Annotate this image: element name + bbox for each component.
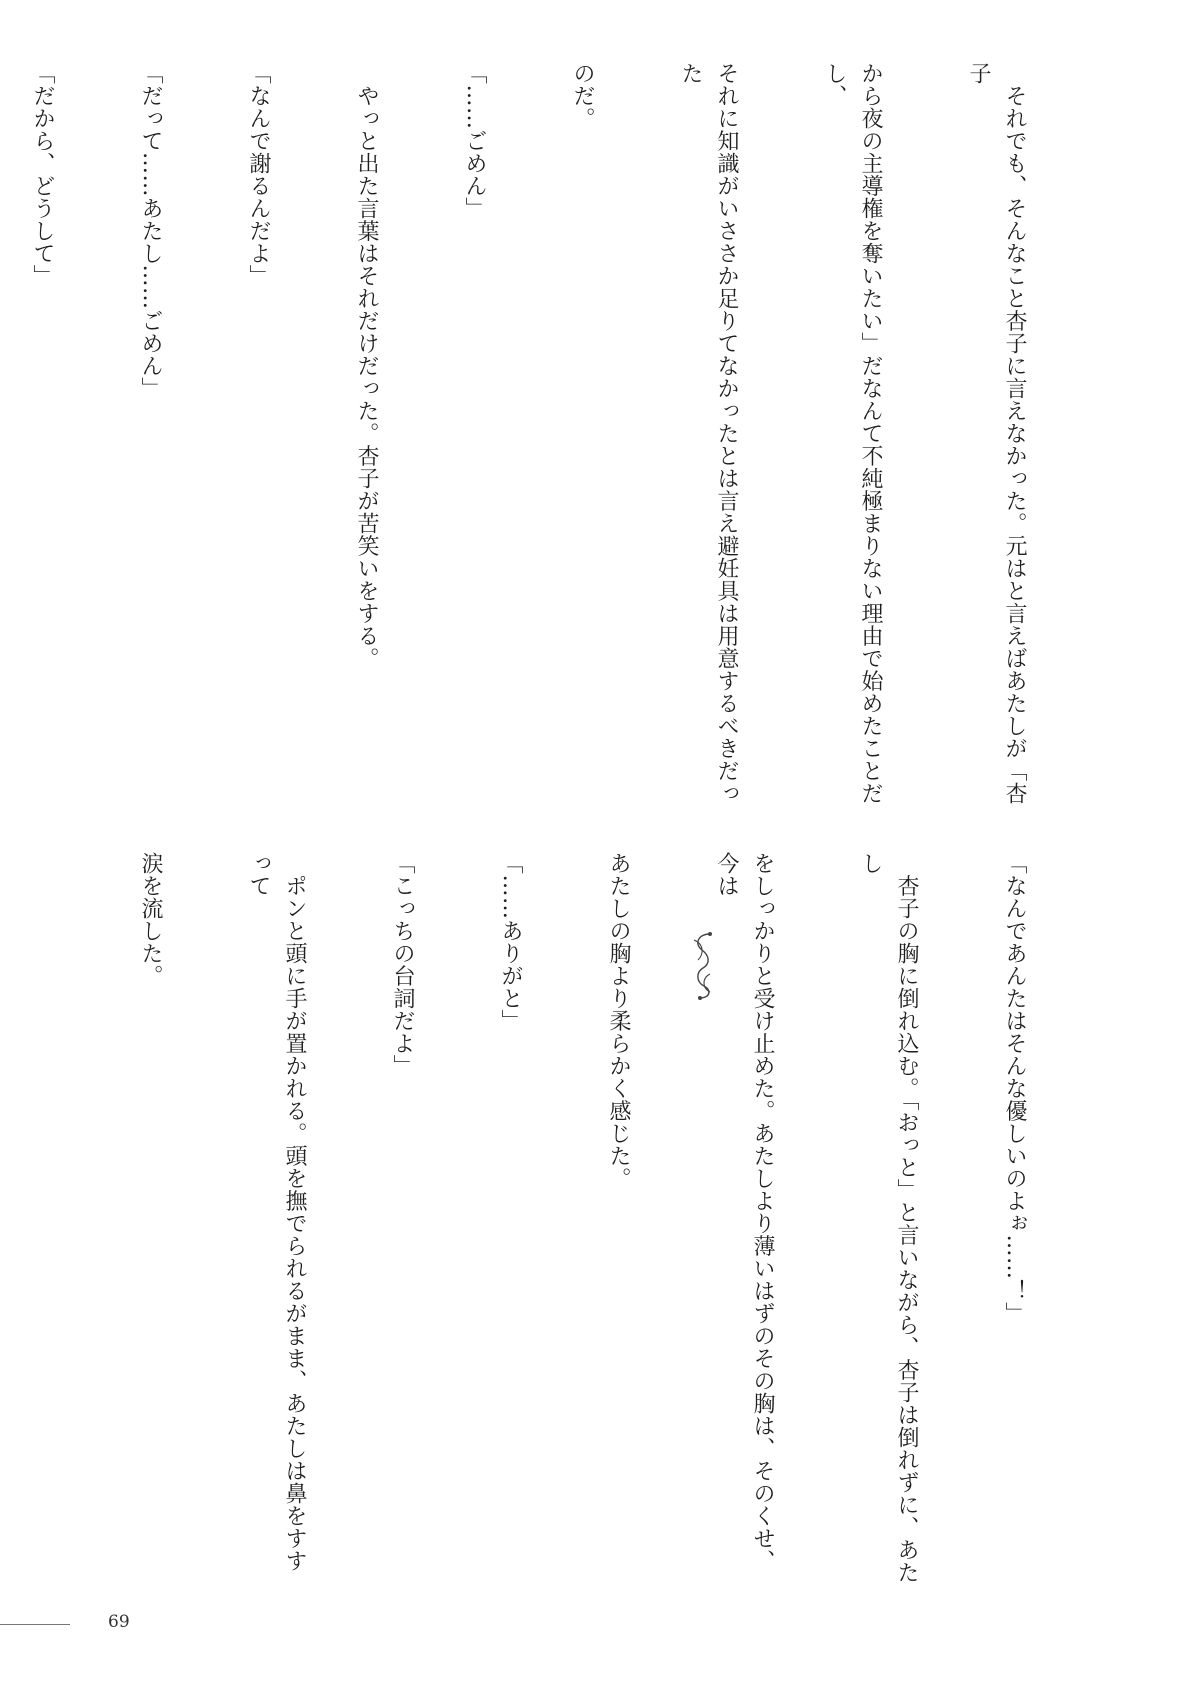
text-line: 「だから、どうして」 [30,62,55,287]
text-line: 涙を流した。 [138,852,163,987]
text-line: それでも、そんなこと杏子に言えなかった。元はと言えばあたしが「杏子 [966,62,1027,805]
text-line: のだ。 [570,62,595,130]
text-line: 「なんで謝るんだよ」 [246,62,271,287]
text-line: 杏子の胸に倒れ込む。「おっと」と言いながら、杏子は倒れずに、あたし [858,852,919,1584]
text-block-bottom [104,852,1104,1592]
text-line: ポンと頭に手が置かれる。頭を撫でられるがまま、あたしは鼻をすすって [246,852,307,1572]
text-line: 「……ありがと」 [498,852,523,1032]
text-line: それに知識がいささか足りてなかったとは言え避妊具は用意するべきだった [678,62,739,805]
text-line: 「こっちの台詞だよ」 [390,852,415,1077]
text-line: 「なんであんたはそんな優しいのよぉ……！」 [1002,852,1027,1325]
page-number: 69 [108,1612,130,1632]
text-line: あたしの胸より柔らかく感じた。 [606,852,631,1190]
text-block-top [30,62,1104,822]
text-line: 「だって……あたし……ごめん」 [138,62,163,400]
text-line: やっと出た言葉はそれだけだった。杏子が苦笑いをする。 [354,62,379,670]
folio-rule [0,1624,70,1625]
text-line: から夜の主導権を奪いたい」だなんて不純極まりない理由で始めたことだし、 [822,62,883,805]
text-line: をしっかりと受け止めた。あたしより薄いはずのその胸は、そのくせ、今は [714,852,775,1572]
text-line: 「……ごめん」 [462,62,487,220]
